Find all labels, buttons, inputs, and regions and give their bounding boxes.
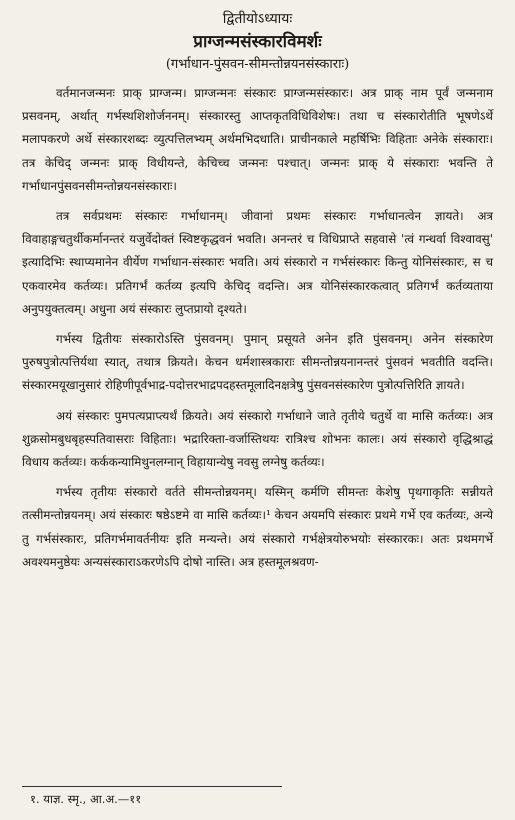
paragraph-5: गर्भस्य तृतीयः संस्कारो वर्तते सीमन्तोन्नयनम्। यस्मिन् कर्मणि सीमन्तः केशेषु पृथगाकृतिः सन्नीयते तत्सीमन्तोन्नयनम्। अयं संस्कारः षष्ठेऽष्टमे वा मासि कर्तव्यः।¹ केचन अयमपि संस्कारः प्रथमे गर्भे एव कर्तव्यः, अन्ये तु गर्भसंस्कारः, प्रतिगर्भमावर्तनीयः इति मन्यन्ते। अयं संस्कारो गर्भक्षेत्रयोरुभयोः संस्कारकः। अतः प्रथमगर्भे अवश्यमनुष्ठेयः अन्यसंस्काराऽकरणेऽपि दोषो नास्ति। अत्र हस्तमूलश्रवण-	[22, 485, 493, 569]
paragraph-4: अयं संस्कारः पुमपत्यप्राप्त्यर्थं क्रियते। अयं संस्कारो गर्भाधाने जाते तृतीये चतुर्थे वा मासि कर्तव्यः। अत्र शुक्रसोमबुधबृहस्पतिवासराः विहिताः। भद्रारिक्ता-वर्जास्तिथयः रात्रिश्च शोभनः कालः। अयं संस्कारो वृद्धिश्राद्धं विधाय कर्तव्यः। कर्ककन्यामिथुनलग्नान् विहायान्येषु नवसु लग्नेषु कर्तव्यः।	[22, 408, 493, 470]
footnote-divider	[22, 786, 282, 787]
paragraph-1: वर्तमानजन्मनः प्राक् प्राग्जन्म। प्राग्जन्मनः संस्कारः प्राग्जन्मसंस्कारः। अत्र प्राक् नाम पूर्वं जन्मनाम प्रसवनम्, अर्थात् गर्भस्थशिशोर्जननम्। संस्कारस्तु आप्तकृतविधिविशेषः। तथा च संस्कारोतीति भूषणेऽर्थे मलापकरणे अर्थे संस्कारशब्दः व्युत्पत्तिलभ्यम् अर्थमभिदधाति। प्राचीनकाले महर्षिभिः विहिताः अनेके संस्काराः। तत्र केचिद् जन्मनः प्राक् विधीयन्ते, केचिच्च जन्मनः पश्चात्। जन्मनः प्राक् ये संस्काराः भवन्ति ते गर्भाधानपुंसवनसीमन्तोन्नयनसंस्काराः।	[22, 86, 493, 193]
paragraph-2: तत्र सर्वप्रथमः संस्कारः गर्भाधानम्। जीवानां प्रथमः संस्कारः गर्भाधानत्वेन ज्ञायते। अत्र विवाहाङ्गचतुर्थीकर्मानन्तरं यजुर्वेदोक्तं स्विष्टकृद्धवनं भवति। अनन्तरं च विधिप्राप्ते सहवासे 'त्वं गन्धर्वा विश्वावसु' इत्यादिभिः स्थाप्यमानेन वीर्येण गर्भाधान-संस्कारः भवति। अयं संस्कारो न गर्भसंस्कारः किन्तु योनिसंस्कारः, स च एकवारमेव कर्तव्यः। प्रतिगर्भं कर्तव्य इत्यपि केचिद् वदन्ति। अत्र योनिसंस्कारकत्वात् प्रतिगर्भं कर्तव्यताया अनुपयुक्तत्वम्। अधुना अयं संस्कारः लुप्तप्रायो दृश्यते।	[22, 209, 493, 316]
page-subtitle: (गर्भाधान-पुंसवन-सीमन्तोन्नयनसंस्काराः)	[165, 57, 350, 72]
page-title: प्राग्जन्मसंस्कारविमर्शः	[193, 32, 322, 52]
chapter-heading: द्वितीयोऽध्यायः	[222, 11, 293, 27]
footnote: १. याज्ञ. स्मृ., आ.अ.—११	[30, 792, 142, 806]
paragraph-3: गर्भस्य द्वितीयः संस्कारोऽस्ति पुंसवनम्। पुमान् प्रसूयते अनेन इति पुंसवनम्। अनेन संस्कारेण पुरुषपुत्रोत्पत्तिर्यथा स्यात्, तथात्र क्रियते। केचन धर्मशास्त्रकाराः सीमन्तोन्नयनानन्तरं पुंसवनं भवतीति वदन्ति। संस्कारमयूखानुसारं रोहिणीपूर्वभाद्र-पदोत्तरभाद्रपदहस्तमूलादिनक्षत्रेषु पुंसवनसंस्कारेण पुत्रोत्पत्तिरिति ज्ञायते।	[22, 332, 493, 393]
